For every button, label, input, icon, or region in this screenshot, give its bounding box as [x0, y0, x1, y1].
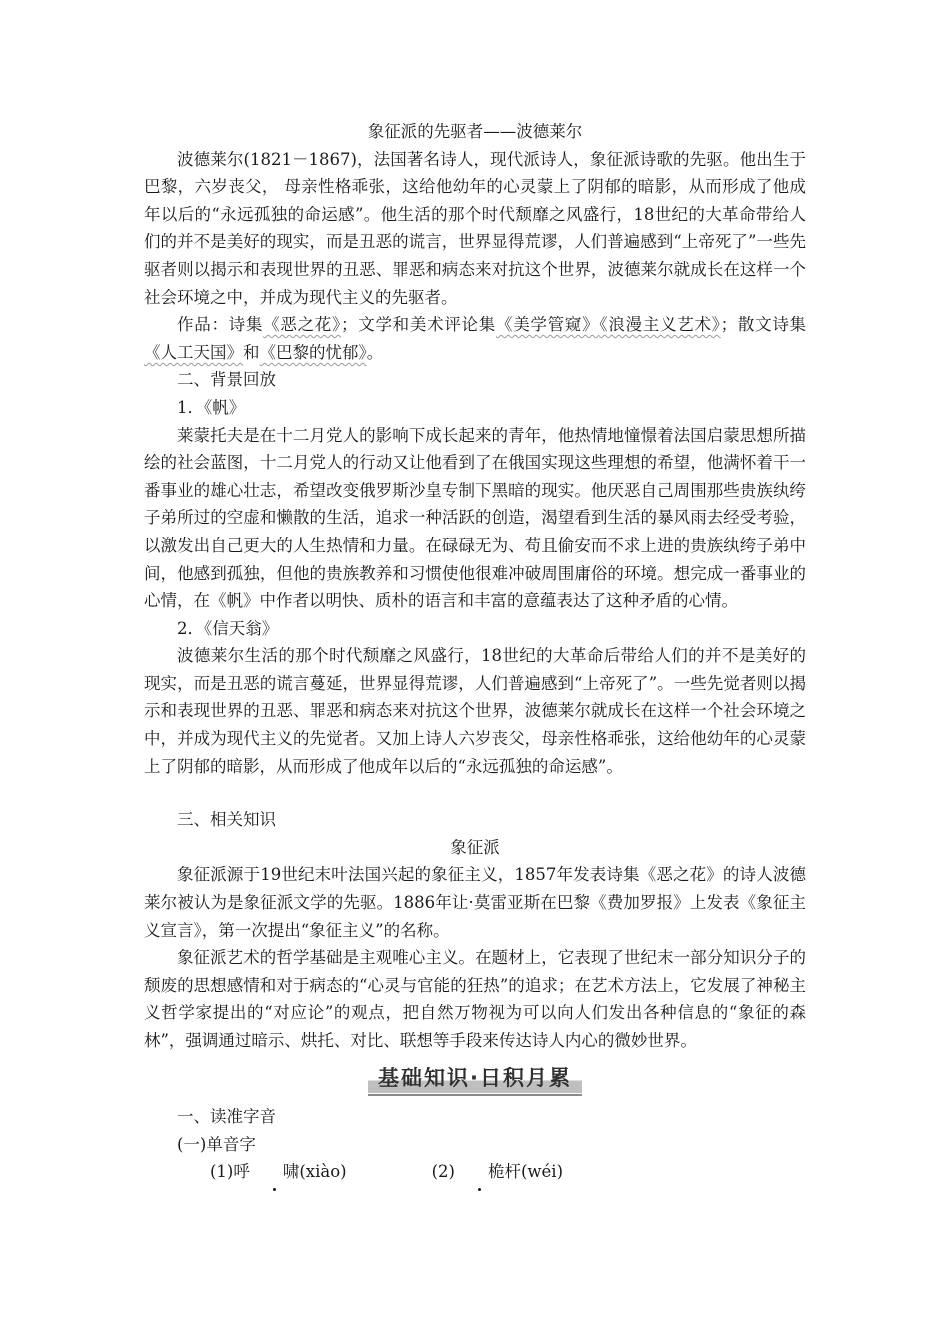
section-title-baudelaire: 象征派的先驱者——波德莱尔	[367, 122, 583, 141]
works-text: ；散文诗集	[720, 315, 807, 335]
section-heading-knowledge: 三、相关知识	[177, 810, 276, 830]
dotted-char: 桅	[455, 1158, 505, 1186]
works-text: ；文学和美术评论集	[341, 315, 497, 335]
sail-background-paragraph: 莱蒙托夫是在十二月党人的影响下成长起来的青年，他热情地憧憬着法国启蒙思想所描绘的社会蓝图，十二月党人的行动又让他看到了在俄国实现这些理想的希望，他满怀着干一番事业的雄心壮志，希望改变俄罗斯沙皇专制下黑暗的现实。他厌恶自己周围那些贵族纨绔子弟所过的空虚和懒散的生活，追求一种活跃的创造，渴望看到生活的暴风雨去经受考验，以激发出自己更大的人生热情和力量。在碌碌无为、苟且偷安而不求上进的贵族纨绔子弟中间，他感到孤独，但他的贵族教养和习惯使他很难冲破周围庸俗的环境。想完成一番事业的心情，在《帆》中作者以明快、质朴的语言和丰富的意蕴表达了这种矛盾的心情。	[144, 425, 806, 611]
work-title: 《浪漫主义艺术》	[599, 315, 721, 335]
word-char: 杆	[504, 1162, 521, 1182]
works-text: 。	[366, 342, 384, 362]
works-text: 和	[243, 342, 260, 362]
item-number: (1)	[210, 1162, 234, 1182]
document-page	[144, 118, 806, 1186]
pronunciation-item	[399, 1158, 563, 1186]
section-heading-pronunciation: 一、读准字音	[177, 1107, 276, 1127]
word-char: 呼	[233, 1162, 250, 1182]
work-title: 《美学管窥》	[496, 315, 600, 335]
item-number: (2)	[431, 1162, 455, 1182]
basic-knowledge-banner: 基础知识·日积月累	[368, 1063, 582, 1093]
work-title: 《恶之花》	[263, 315, 341, 335]
blank-line	[144, 780, 806, 806]
symbolism-origin-paragraph: 象征派源于19世纪末叶法国兴起的象征主义，1857年发表诗集《恶之花》的诗人波德莱尔被认为是象征派文学的先驱。1886年让·莫雷亚斯在巴黎《费加罗报》上发表《象征主义宣言》，第一次提出“象征主义”的名称。	[144, 865, 806, 940]
banner-container	[144, 1063, 806, 1094]
section-title-symbolism: 象征派	[450, 837, 500, 857]
works-prefix: 作品：诗集	[177, 315, 264, 335]
symbolism-philosophy-paragraph: 象征派艺术的哲学基础是主观唯心主义。在题材上，它表现了世纪末一部分知识分子的颓废的思想感情和对于病态的“心灵与官能的狂热”的追求；在艺术方法上，它发展了神秘主义哲学家提出的“对应论”的观点，把自然万物视为可以向人们发出各种信息的“象征的森林”，强调通过暗示、烘托、对比、联想等手段来传达诗人内心的微妙世界。	[144, 948, 806, 1050]
section-heading-background: 二、背景回放	[177, 370, 276, 390]
subheading-sail: 1．《帆》	[177, 397, 246, 417]
baudelaire-bio-paragraph: 波德莱尔(1821－1867)，法国著名诗人，现代派诗人，象征派诗歌的先驱。他出生于巴黎，六岁丧父， 母亲性格乖张，这给他幼年的心灵蒙上了阴郁的暗影，从而形成了他成年以后的“永远孤独的命运感”。他生活的那个时代颓靡之风盛行，18世纪的大革命带给人们的并不是美好的现实，而是丑恶的谎言，世界显得荒谬，人们普遍感到“上帝死了”一些先驱者则以揭示和表现世界的丑恶、罪恶和病态来对抗这个世界，波德莱尔就成长在这样一个社会环境之中，并成为现代主义的先驱者。	[144, 149, 806, 307]
albatross-background-paragraph: 波德莱尔生活的那个时代颓靡之风盛行，18世纪的大革命后带给人们的并不是美好的现实，而是丑恶的谎言蔓延，世界显得荒谬，人们普遍感到“上帝死了”。一些先觉者则以揭示和表现世界的丑恶、罪恶和病态来对抗这个世界，波德莱尔就成长在这样一个社会环境之中，并成为现代主义的先觉者。又加上诗人六岁丧父，母亲性格乖张，这给他幼年的心灵蒙上了阴郁的暗影，从而形成了他成年以后的“永远孤独的命运感”。	[144, 646, 806, 776]
subheading-albatross: 2．《信天翁》	[177, 618, 279, 638]
pronunciation-items-row	[144, 1158, 806, 1186]
works-paragraph	[144, 311, 806, 366]
work-title: 《人工天国》	[144, 342, 243, 362]
subheading-single-pronunciation: (一)单音字	[177, 1134, 256, 1154]
pinyin: (xiào)	[299, 1162, 347, 1182]
dotted-char: 啸	[250, 1158, 300, 1186]
pronunciation-item	[177, 1158, 347, 1186]
work-title: 《巴黎的忧郁》	[259, 342, 367, 362]
pinyin: (wéi)	[520, 1162, 564, 1182]
